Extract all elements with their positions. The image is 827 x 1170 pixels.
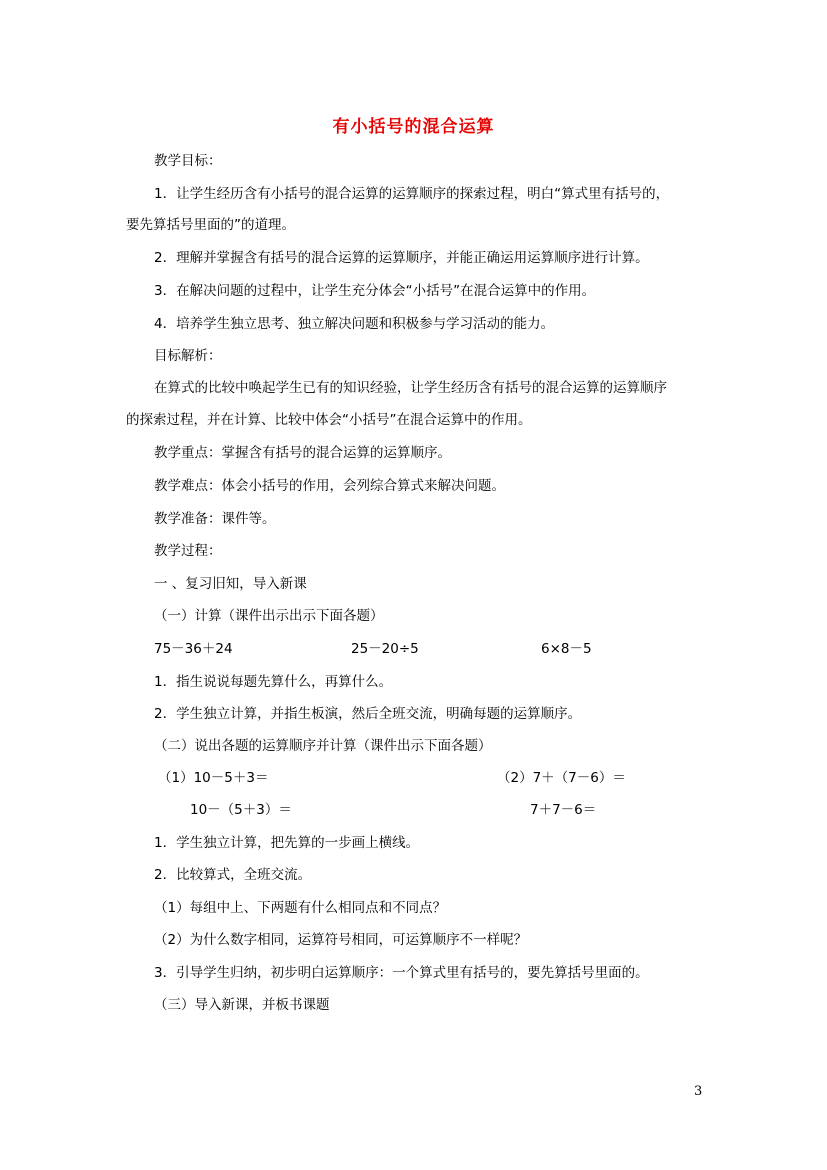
goal-4: 4．培养学生独立思考、独立解决问题和积极参与学习活动的能力。 <box>154 316 555 332</box>
goal-1-line-2: 要先算括号里面的”的道理。 <box>126 217 295 233</box>
step-1: 1．指生说说每题先算什么，再算什么。 <box>154 674 393 690</box>
analysis-line-2: 的探索过程，并在计算、比较中体会“小括号”在混合运算中的作用。 <box>126 412 532 428</box>
expression-3: 6×8－5 <box>541 641 592 657</box>
goal-3: 3．在解决问题的过程中，让学生充分体会“小括号”在混合运算中的作用。 <box>154 283 596 299</box>
question-1-second-expression: 10－（5＋3）＝ <box>190 802 292 818</box>
question-2-second-expression: 7＋7－6＝ <box>530 802 597 818</box>
goal-2: 2．理解并掌握含有括号的混合运算的运算顺序，并能正确运用运算顺序进行计算。 <box>154 250 649 266</box>
analysis-line-1: 在算式的比较中唤起学生已有的知识经验，让学生经历含有括号的混合运算的运算顺序 <box>154 380 667 396</box>
step-3: 1．学生独立计算，把先算的一步画上横线。 <box>154 835 420 851</box>
part-1-heading: （一）计算（课件出示出示下面各题） <box>154 608 384 624</box>
step-4: 2．比较算式，全班交流。 <box>154 867 312 883</box>
section-1-heading: 一 、复习旧知，导入新课 <box>154 576 307 592</box>
page-number: 3 <box>694 1084 703 1099</box>
difficulty: 教学难点：体会小括号的作用，会列综合算式来解决问题。 <box>154 478 505 494</box>
sub-question-2: （2）为什么数字相同，运算符号相同，可运算顺序不一样呢？ <box>154 932 528 948</box>
expression-1: 75－36＋24 <box>154 641 233 657</box>
step-5: 3．引导学生归纳，初步明白运算顺序：一个算式里有括号的，要先算括号里面的。 <box>154 965 649 981</box>
goal-1-line-1: 1．让学生经历含有小括号的混合运算的运算顺序的探索过程，明白“算式里有括号的， <box>154 186 670 202</box>
document-title: 有小括号的混合运算 <box>332 117 495 137</box>
expression-2: 25－20÷5 <box>351 641 419 657</box>
goal-heading: 教学目标： <box>154 153 222 169</box>
process-heading: 教学过程： <box>154 543 222 559</box>
question-2-expression: （2）7＋（7－6）＝ <box>497 770 626 786</box>
preparation: 教学准备：课件等。 <box>154 511 276 527</box>
analysis-heading: 目标解析： <box>154 348 222 364</box>
question-1-expression: （1）10－5＋3＝ <box>158 770 269 786</box>
part-2-heading: （二）说出各题的运算顺序并计算（课件出示下面各题） <box>154 738 492 754</box>
key-point: 教学重点：掌握含有括号的混合运算的运算顺序。 <box>154 445 451 461</box>
part-3-heading: （三）导入新课，并板书课题 <box>154 997 330 1013</box>
step-2: 2．学生独立计算，并指生板演，然后全班交流，明确每题的运算顺序。 <box>154 706 582 722</box>
sub-question-1: （1）每组中上、下两题有什么相同点和不同点？ <box>154 900 447 916</box>
